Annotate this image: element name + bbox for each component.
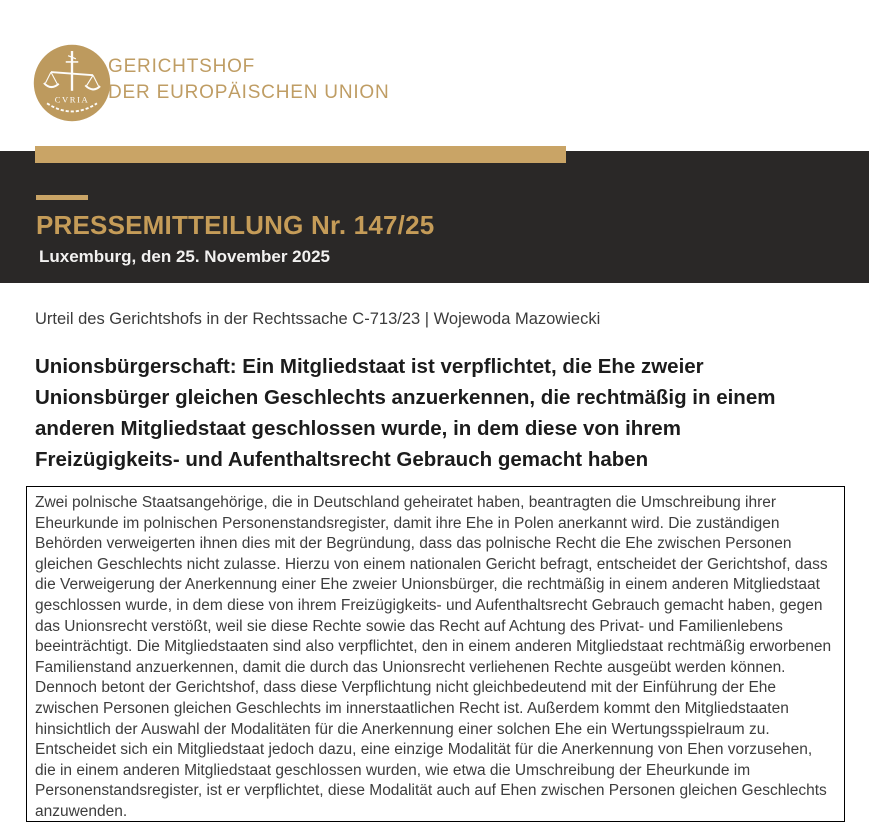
banner-gold-dash [36, 195, 88, 200]
press-release-title: PRESSEMITTEILUNG Nr. 147/25 [36, 210, 435, 240]
article-headline: Unionsbürgerschaft: Ein Mitgliedstaat ist verpflichtet, die Ehe zweier Unionsbürger gleichen Geschlechts anzuerkennen, die rechtmäßig in einem anderen Mitgliedstaat geschlossen wurde, in dem diese von ihrem Freizügigkeits- und Aufenthaltsrecht Gebrauch gemacht haben [35, 355, 776, 471]
press-release-dateline: Luxemburg, den 25. November 2025 [39, 247, 330, 266]
banner-gold-bar [35, 146, 566, 163]
court-wordmark-line1: GERICHTSHOF [108, 56, 256, 77]
case-reference-line: Urteil des Gerichtshofs in der Rechtssache C-713/23 | Wojewoda Mazowiecki [35, 310, 601, 328]
cvria-label: CVRIA [54, 94, 90, 105]
cvria-scales-of-justice-icon [33, 44, 111, 122]
court-wordmark [108, 54, 390, 106]
summary-box [26, 486, 845, 822]
summary-text: Zwei polnische Staatsangehörige, die in Deutschland geheiratet haben, beantragten die Umschreibung ihrer Eheurkunde im polnischen Personenstandsregister, damit ihre Ehe in Polen anerkannt wird. Die zuständigen Behörden verweigerten ihnen dies mit der Begründung, dass das polnische Recht die Ehe zwischen Personen gleichen Geschlechts nicht zulasse. Hierzu von einem nationalen Gericht befragt, entscheidet der Gerichtshof, dass die Verweigerung der Anerkennung einer Ehe zweier Unionsbürger, die rechtmäßig in einem anderen Mitgliedstaat geschlossen wurde, in dem diese von ihrem Freizügigkeits- und Aufenthaltsrecht Gebrauch gemacht haben, gegen das Unionsrecht verstößt, weil sie diese Rechte sowie das Recht auf Achtung des Privat- und Familienlebens beeinträchtigt. Die Mitgliedstaaten sind also verpflichtet, den in einem anderen Mitgliedstaat rechtmäßig erworbenen Familienstand anzuerkennen, damit die durch das Unionsrecht verliehenen Rechte ausgeübt werden können. Dennoch betont der Gerichtshof, dass diese Verpflichtung nicht gleichbedeutend mit der Einführung der Ehe zwischen Personen gleichen Geschlechts im innerstaatlichen Recht ist. Außerdem kommt den Mitgliedstaaten hinsichtlich der Auswahl der Modalitäten für die Anerkennung einer solchen Ehe ein Wertungsspielraum zu. Entscheidet sich ein Mitgliedstaat jedoch dazu, eine einzige Modalität für die Anerkennung von Ehen vorzusehen, die in einem anderen Mitgliedstaat geschlossen wurden, wie etwa die Umschreibung der Eheurkunde im Personenstandsregister, ist er verpflichtet, diese Modalität auch auf Ehen zwischen Personen gleichen Geschlechts anzuwenden. [35, 494, 832, 820]
court-wordmark-line2: DER EUROPÄISCHEN UNION [108, 82, 390, 103]
